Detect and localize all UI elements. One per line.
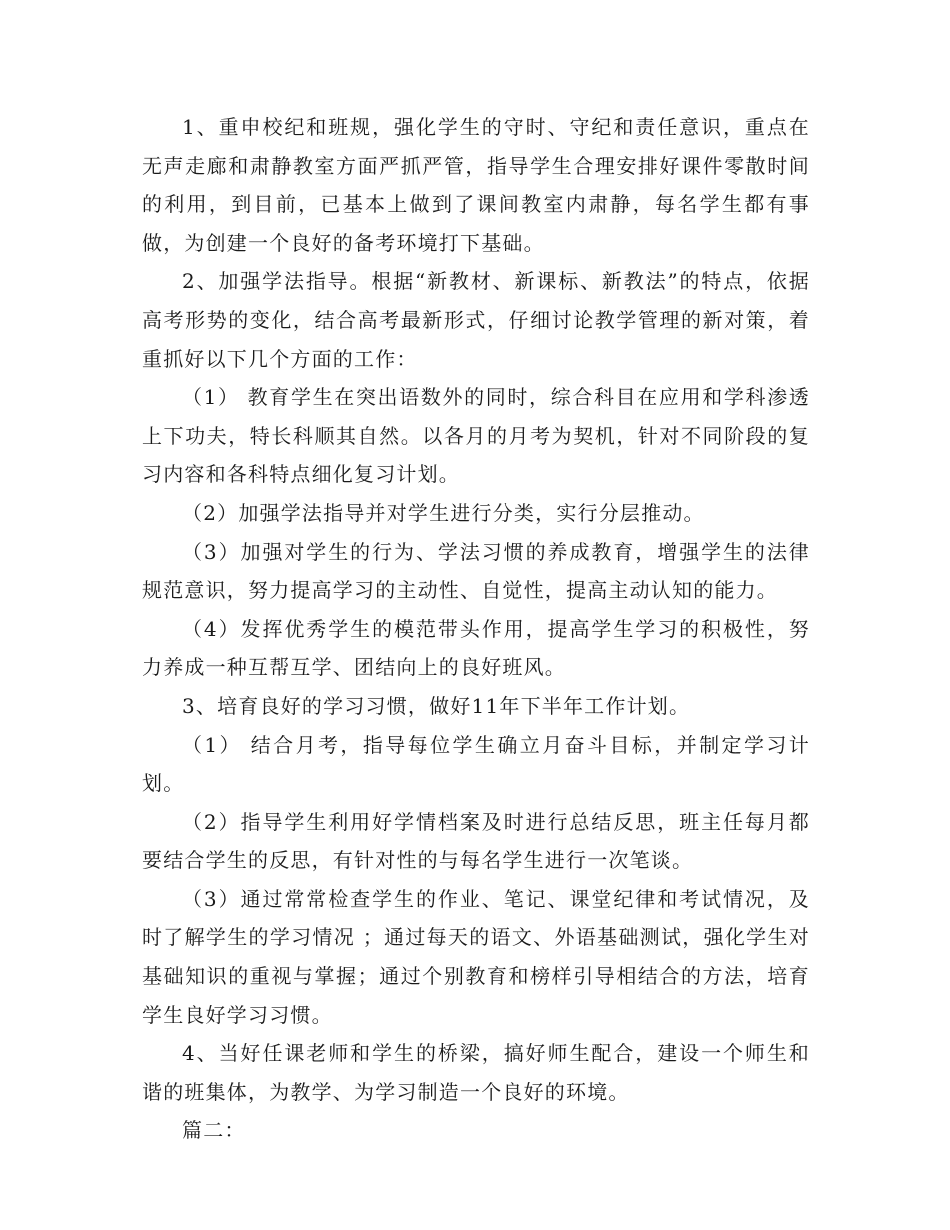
paragraph-3-1: （1） 结合月考，指导每位学生确立月奋斗目标，并制定学习计划。 (142, 732, 810, 796)
paragraph-4: 4、当好任课老师和学生的桥梁，搞好师生配合，建设一个师生和谐的班集体，为教学、为学习制造一个良好的环境。 (142, 1041, 810, 1104)
paragraph-3-3: （3）通过常常检查学生的作业、笔记、课堂纪律和考试情况，及时了解学生的学习情况 ；通过每天的语文、外语基础测试，强化学生对基础知识的重视与掌握；通过个别教育和榜样引导相结合的方法，培育学生良好学习习惯。 (142, 886, 810, 1027)
paragraph-3-2: （2）指导学生利用好学情档案及时进行总结反思，班主任每月都要结合学生的反思，有针对性的与每名学生进行一次笔谈。 (142, 809, 810, 873)
paragraph-2-3: （3）加强对学生的行为、学法习惯的养成教育，增强学生的法律规范意识，努力提高学习的主动性、自觉性，提高主动认知的能力。 (142, 539, 810, 603)
paragraph-3: 3、培育良好的学习习惯，做好11年下半年工作计划。 (182, 693, 691, 718)
paragraph-2-1: （1） 教育学生在突出语数外的同时，综合科目在应用和学科渗透上下功夫，特长科顺其自然。以各月的月考为契机，针对不同阶段的复习内容和各科特点细化复习计划。 (142, 385, 810, 487)
paragraph-1: 1、重申校纪和班规，强化学生的守时、守纪和责任意识，重点在无声走廊和肃静教室方面严抓严管，指导学生合理安排好课件零散时间的利用，到目前，已基本上做到了课间教室内肃静，每名学生都有事做，为创建一个良好的备考环境打下基础。 (142, 115, 810, 255)
section-heading-part-two: 篇二： (182, 1118, 246, 1143)
paragraph-2-4: （4）发挥优秀学生的模范带头作用，提高学生学习的积极性，努力养成一种互帮互学、团结向上的良好班风。 (142, 616, 810, 680)
paragraph-2: 2、加强学法指导。根据“新教材、新课标、新教法”的特点，依据高考形势的变化，结合高考最新形式，仔细讨论教学管理的新对策，着重抓好以下几个方面的工作： (142, 269, 810, 371)
document-body (142, 108, 810, 1150)
paragraph-2-2: （2）加强学法指导并对学生进行分类，实行分层推动。 (182, 500, 705, 525)
